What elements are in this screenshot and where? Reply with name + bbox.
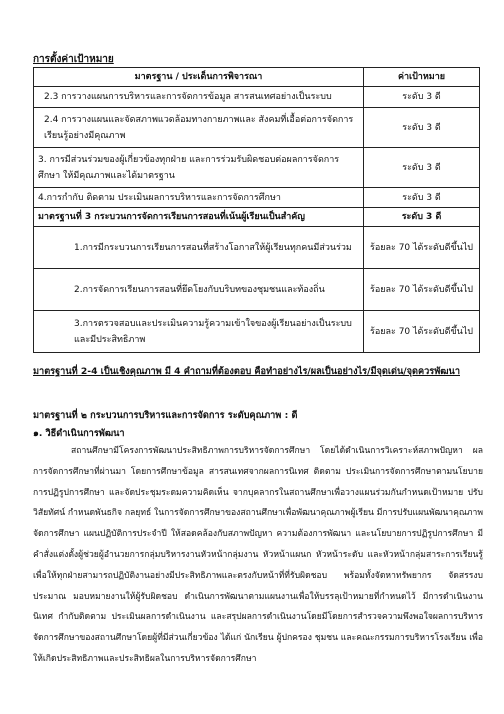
table-row [34, 108, 480, 148]
target-cell: ร้อยละ 70 ได้ระดับดีขึ้นไป [364, 311, 480, 353]
section-heading: การตั้งค่าเป้าหมาย [33, 54, 114, 65]
table-row-standard [34, 208, 480, 227]
criterion-cell: 2.4 การวางแผนและจัดสภาพแวดล้อมทางกายภาพและ สังคมที่เอื้อต่อการจัดการเรียนรู้อย่างมีคุณภาพ [34, 108, 364, 148]
target-cell: ระดับ 3 ดี [364, 148, 480, 188]
table-row [34, 87, 480, 108]
criterion-cell: 3.การตรวจสอบและประเมินความรู้ความเข้าใจของผู้เรียนอย่างเป็นระบบและมีประสิทธิภาพ [34, 311, 364, 353]
quality-summary: มาตรฐานที่ 2-4 เป็นเชิงคุณภาพ มี 4 คำถามที่ต้องตอบ คือทำอย่างไร/ผลเป็นอย่างไร/มีจุดเด่น/จุดควรพัฒนา [33, 366, 460, 377]
table-row [34, 148, 480, 188]
table-row [34, 188, 480, 208]
target-cell: ร้อยละ 70 ได้ระดับดีขึ้นไป [364, 227, 480, 269]
header-target: ค่าเป้าหมาย [364, 68, 480, 87]
target-cell: ระดับ 3 ดี [364, 108, 480, 148]
table-header-row [34, 68, 480, 87]
criterion-cell: 4.การกำกับ ติดตาม ประเมินผลการบริหารและการจัดการศึกษา [34, 188, 364, 208]
criterion-cell: 2.การจัดการเรียนการสอนที่ยึดโยงกับบริบทของชุมชนและท้องถิ่น [34, 269, 364, 311]
table-row [34, 269, 480, 311]
criterion-cell: 1.การมีกระบวนการเรียนการสอนที่สร้างโอกาสให้ผู้เรียนทุกคนมีส่วนร่วม [34, 227, 364, 269]
target-cell: ร้อยละ 70 ได้ระดับดีขึ้นไป [364, 269, 480, 311]
body-paragraph: สถานศึกษามีโครงการพัฒนาประสิทธิภาพการบริหารจัดการศึกษา โดยได้ดำเนินการวิเคราะห์สภาพปัญหา ผลการจัดการศึกษาที่ผ่านมา โดยการศึกษาข้อมูล สารสนเทศจากผลการนิเทศ ติดตาม ประเมินการจัดการศึกษาตามนโยบายการปฏิรูปการศึกษา และจัดประชุมระดมความคิดเห็น จากบุคลากรในสถานศึกษาเพื่อวางแผนร่วมกันกำหนดเป้าหมาย ปรับวิสัยทัศน์ กำหนดพันธกิจ กลยุทธ์ ในการจัดการศึกษาของสถานศึกษาเพื่อพัฒนาคุณภาพผู้เรียน มีการปรับแผนพัฒนาคุณภาพจัดการศึกษา แผนปฏิบัติการประจำปี ให้สอดคล้องกับสภาพปัญหา ความต้องการพัฒนา และนโยบายการปฏิรูปการศึกษา มีคำสั่งแต่งตั้งผู้ช่วยผู้อำนวยการกลุ่มบริหารงานหัวหน้ากลุ่มงาน หัวหน้าแผนก หัวหน้าระดับ และหัวหน้ากลุ่มสาระการเรียนรู้ เพื่อให้ทุกฝ่ายสามารถปฏิบัติงานอย่างมีประสิทธิภาพและตรงกับหน้าที่ที่รับผิดชอบ พร้อมทั้งจัดหาทรัพยากร จัดสรรงบประมาณ มอบหมายงานให้ผู้รับผิดชอบ ดำเนินการพัฒนาตามแผนงานเพื่อให้บรรลุเป้าหมายที่กำหนดไว้ มีการดำเนินงานนิเทศ กำกับติดตาม ประเมินผลการดำเนินงาน และสรุปผลการดำเนินงานโดยมีโดยการสำรวจความพึงพอใจผลการบริหารจัดการศึกษาของสถานศึกษาโดยผู้ที่มีส่วนเกี่ยวข้อง ได้แก่ นักเรียน ผู้ปกครอง ชุมชน และคณะกรรมการบริหารโรงเรียน เพื่อให้เกิดประสิทธิภาพและประสิทธิผลในการบริหารจัดการศึกษา [33, 446, 483, 664]
target-table [33, 67, 480, 353]
table-row [34, 311, 480, 353]
criterion-cell: มาตรฐานที่ 3 กระบวนการจัดการเรียนการสอนที่เน้นผู้เรียนเป็นสำคัญ [34, 208, 364, 227]
standard-title: มาตรฐานที่ ๒ กระบวนการบริหารและการจัดการ ระดับคุณภาพ : ดี [33, 410, 298, 421]
target-cell: ระดับ 3 ดี [364, 87, 480, 108]
criterion-cell: 3. การมีส่วนร่วมของผู้เกี่ยวข้องทุกฝ่าย และการร่วมรับผิดชอบต่อผลการจัดการศึกษา ให้มีคุณภาพและได้มาตรฐาน [34, 148, 364, 188]
criterion-cell: 2.3 การวางแผนการบริหารและการจัดการข้อมูล สารสนเทศอย่างเป็นระบบ [34, 87, 364, 108]
target-cell: ระดับ 3 ดี [364, 208, 480, 227]
table-row [34, 227, 480, 269]
header-criterion: มาตรฐาน / ประเด็นการพิจารณา [34, 68, 364, 87]
target-cell: ระดับ 3 ดี [364, 188, 480, 208]
section-title: ๑. วิธีดำเนินการพัฒนา [33, 428, 125, 439]
